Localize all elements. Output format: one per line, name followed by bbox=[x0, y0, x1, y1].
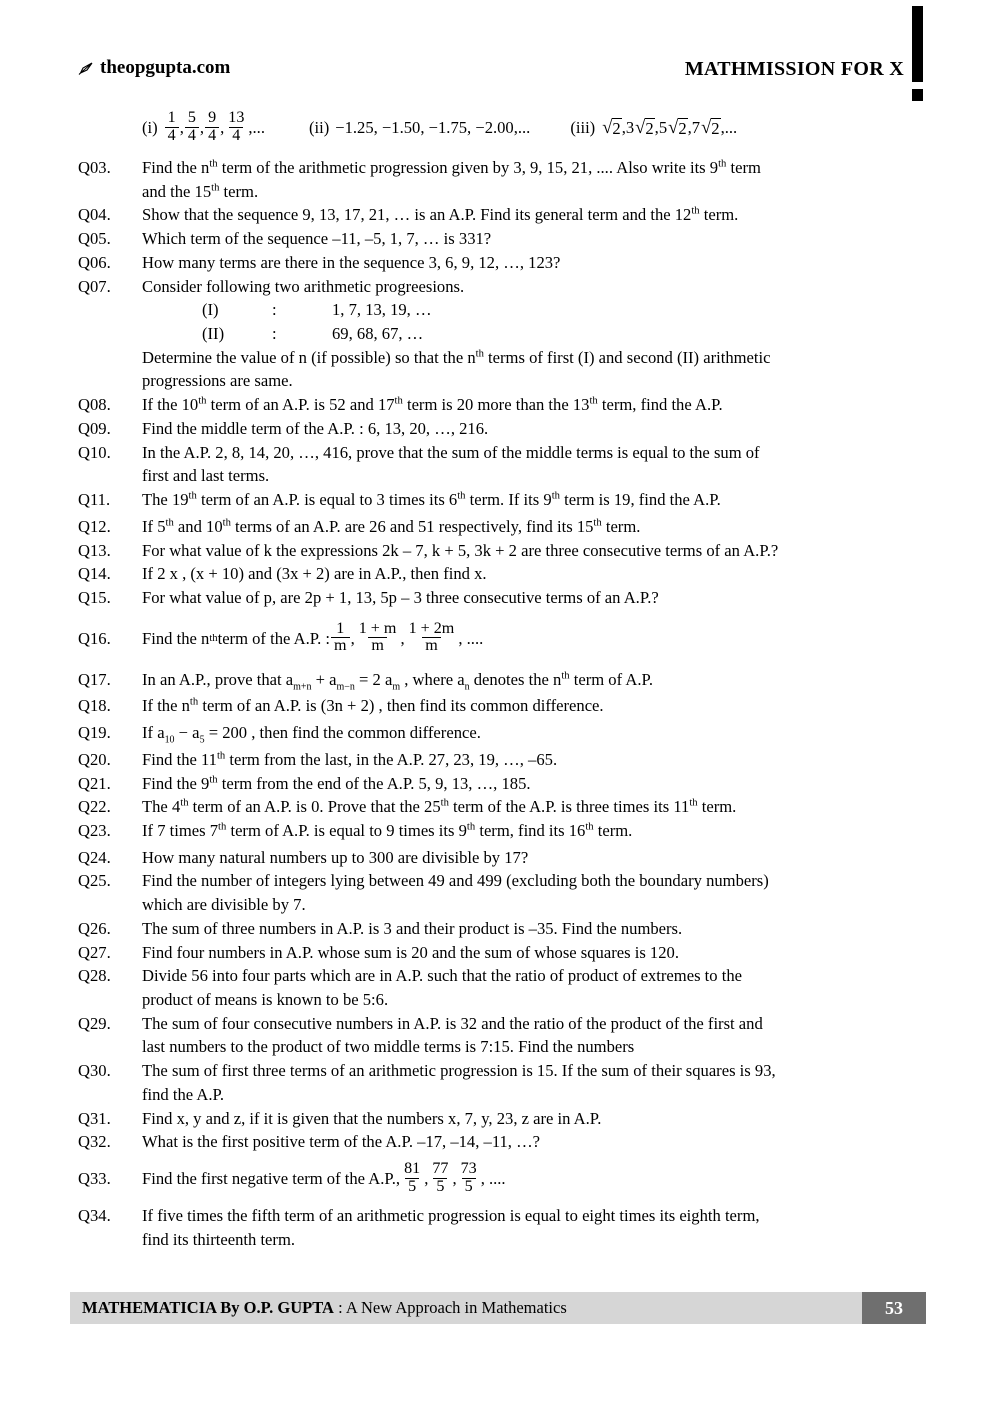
question-text: If $a_{10} - a_5 = 200$ , then find the common difference. bbox=[142, 723, 481, 746]
question-text: Find four numbers in A.P. whose sum is 20 and the sum of whose squares is 120. bbox=[142, 942, 679, 962]
question-label: Q26. bbox=[78, 918, 111, 938]
sublist-value: 69, 68, 67, … bbox=[332, 324, 424, 344]
question-label: Q23. bbox=[78, 820, 111, 840]
question-row bbox=[78, 694, 924, 718]
question-row bbox=[78, 1130, 924, 1154]
question-continuation: product of means is known to be 5:6. bbox=[142, 990, 389, 1009]
question-label: Q24. bbox=[78, 847, 111, 867]
question-row bbox=[78, 1157, 924, 1201]
page-footer bbox=[70, 1292, 926, 1324]
question-row bbox=[78, 227, 924, 251]
sublist-item bbox=[142, 298, 924, 322]
question-row bbox=[78, 668, 924, 692]
question-text: Find the n th term of the A.P. : $\frac{1}{m}$ , $\frac{1 + m}{m}$ , $\frac{1 + 2m}{m}$ , .... bbox=[142, 619, 484, 655]
question-row bbox=[78, 275, 924, 299]
page-number-badge: 53 bbox=[862, 1292, 926, 1324]
question-text: How many terms are there in the sequence 3, 6, 9, 12, …, 123? bbox=[142, 252, 561, 272]
question-row bbox=[78, 721, 924, 745]
question-text: If the 10th term of an A.P. is 52 and 17th term is 20 more than the 13th term, find the A.P. bbox=[142, 395, 723, 415]
page-header bbox=[78, 57, 918, 91]
fraction: $\frac{77}{5}$ bbox=[432, 1159, 449, 1195]
question-label: Q05. bbox=[78, 229, 111, 249]
examples-row bbox=[78, 106, 924, 150]
question-row bbox=[78, 562, 924, 586]
question-label: Q32. bbox=[78, 1132, 111, 1152]
sublist-roman: (II) bbox=[202, 324, 225, 344]
question-text: If 2 x , (x + 10) and (3x + 2) are in A.P., then find x. bbox=[142, 564, 487, 584]
question-continuation: find its thirteenth term. bbox=[142, 1229, 295, 1249]
example-ii-text: −1.25, −1.50, −1.75, −2.00,... bbox=[335, 118, 531, 137]
footer-title-bold: MATHEMATICIA By O.P. GUPTA bbox=[82, 1298, 334, 1317]
question-continuation: progressions are same. bbox=[142, 371, 293, 391]
question-label: Q30. bbox=[78, 1061, 111, 1081]
example-iii-tail: ,... bbox=[720, 118, 738, 137]
question-text: Divide 56 into four parts which are in A.P. such that the ratio of product of extremes to the bbox=[142, 966, 742, 986]
questions-body bbox=[78, 106, 924, 1251]
question-text: If five times the fifth term of an arithmetic progression is equal to eight times its eighth term, bbox=[142, 1206, 760, 1226]
question-label: Q13. bbox=[78, 540, 111, 560]
question-label: Q34. bbox=[78, 1206, 111, 1226]
example-ii bbox=[309, 118, 530, 138]
question-label: Q12. bbox=[78, 516, 111, 536]
sublist-value: 1, 7, 13, 19, … bbox=[332, 300, 432, 320]
question-continuation: Determine the value of n (if possible) so that the $n^{th}$ terms of first (I) and second (II) arithmetic bbox=[142, 347, 771, 367]
exclamation-bar-mark bbox=[912, 6, 923, 82]
question-label: Q28. bbox=[78, 966, 111, 986]
fraction: $\frac{1 + 2m}{m}$ bbox=[408, 619, 455, 655]
question-row bbox=[78, 1107, 924, 1131]
question-continuation: find the A.P. bbox=[142, 1084, 225, 1104]
question-text: Find the 11th term from the last, in the A.P. 27, 23, 19, …, –65. bbox=[142, 749, 558, 769]
question-text: The 19th term of an A.P. is equal to 3 times its 6th term. If its 9th term is 19, find the A.P. bbox=[142, 490, 721, 510]
example-i-tail: ,... bbox=[248, 118, 265, 137]
question-label: Q25. bbox=[78, 871, 111, 891]
question-row bbox=[78, 869, 924, 893]
question-label: Q20. bbox=[78, 749, 111, 769]
question-text: If 7 times 7th term of A.P. is equal to 9 times its 9th term, find its 16th term. bbox=[142, 820, 633, 840]
question-row bbox=[78, 795, 924, 819]
question-row bbox=[78, 488, 924, 512]
question-label: Q27. bbox=[78, 942, 111, 962]
question-text: If the $n^{th}$ term of an A.P. is (3n + 2) , then find its common difference. bbox=[142, 696, 604, 716]
fraction: $\frac{13}{4}$ bbox=[228, 108, 245, 144]
fraction: $\frac{1}{4}$ bbox=[165, 110, 179, 144]
fraction: $\frac{1}{m}$ bbox=[331, 621, 350, 655]
question-row bbox=[78, 251, 924, 275]
question-text: The sum of four consecutive numbers in A.P. is 32 and the ratio of the product of the first and bbox=[142, 1013, 763, 1033]
pen-nib-icon bbox=[78, 62, 93, 75]
question-continuation: and the 15th term. bbox=[142, 181, 259, 201]
question-row bbox=[78, 1059, 924, 1083]
fraction: $\frac{73}{5}$ bbox=[460, 1159, 477, 1195]
question-text: In the A.P. 2, 8, 14, 20, …, 416, prove that the sum of the middle terms is equal to the sum of bbox=[142, 442, 760, 462]
fraction: $\frac{81}{5}$ bbox=[404, 1159, 421, 1195]
question-label: Q22. bbox=[78, 797, 111, 817]
question-row bbox=[78, 1204, 924, 1228]
site-name: theopgupta.com bbox=[100, 57, 231, 78]
question-text: For what value of p, are 2p + 1, 13, 5p – 3 three consecutive terms of an A.P.? bbox=[142, 587, 659, 607]
question-text: The 4th term of an A.P. is 0. Prove that the 25th term of the A.P. is three times its 11th term. bbox=[142, 797, 737, 817]
sublist-colon: : bbox=[272, 324, 277, 344]
question-continuation: which are divisible by 7. bbox=[142, 895, 306, 915]
question-label: Q11. bbox=[78, 490, 111, 510]
question-row bbox=[78, 917, 924, 941]
question-text: The sum of three numbers in A.P. is 3 and their product is –35. Find the numbers. bbox=[142, 918, 683, 938]
question-label: Q09. bbox=[78, 418, 111, 438]
question-label: Q29. bbox=[78, 1013, 111, 1033]
question-label: Q04. bbox=[78, 205, 111, 225]
question-text: For what value of k the expressions 2k – 7, k + 5, 3k + 2 are three consecutive terms of an A.P.? bbox=[142, 540, 779, 560]
question-text: Find the middle term of the A.P. : 6, 13, 20, …, 216. bbox=[142, 418, 489, 438]
question-text: In an A.P., prove that $a_{m+n} + a_{m-n} = 2$ $a_m$ , where $a_n$ denotes the $n^{th}$ term of A.P. bbox=[142, 669, 654, 692]
question-text: Find x, y and z, if it is given that the numbers x, 7, y, 23, z are in A.P. bbox=[142, 1108, 602, 1128]
exclamation-dot-mark bbox=[912, 89, 923, 101]
question-label: Q19. bbox=[78, 723, 111, 743]
fraction: $\frac{9}{4}$ bbox=[205, 110, 219, 144]
example-iii-label: (iii) bbox=[570, 118, 596, 137]
header-brand bbox=[78, 57, 230, 79]
question-continuation: last numbers to the product of two middle terms is 7:15. Find the numbers bbox=[142, 1037, 635, 1057]
question-text: Consider following two arithmetic progreesions. bbox=[142, 276, 465, 296]
fraction: $\frac{1 + m}{m}$ bbox=[358, 619, 397, 655]
question-row bbox=[78, 441, 924, 465]
question-row bbox=[78, 417, 924, 441]
question-label: Q17. bbox=[78, 669, 111, 689]
question-label: Q31. bbox=[78, 1108, 111, 1128]
footer-title-rest: : A New Approach in Mathematics bbox=[333, 1298, 567, 1317]
sublist-colon: : bbox=[272, 300, 277, 320]
question-row bbox=[78, 393, 924, 417]
question-text: How many natural numbers up to 300 are divisible by 17? bbox=[142, 847, 529, 867]
question-label: Q21. bbox=[78, 773, 111, 793]
question-row bbox=[78, 772, 924, 796]
question-row bbox=[78, 539, 924, 563]
question-label: Q15. bbox=[78, 587, 111, 607]
question-text: Which term of the sequence –11, –5, 1, 7, … is 331? bbox=[142, 229, 492, 249]
question-row bbox=[78, 846, 924, 870]
question-text: Find the number of integers lying between 49 and 499 (excluding both the boundary numbers) bbox=[142, 871, 769, 891]
sublist-roman: (I) bbox=[202, 300, 219, 320]
footer-text bbox=[70, 1298, 567, 1318]
example-ii-label: (ii) bbox=[308, 118, 330, 137]
question-label: Q07. bbox=[78, 276, 111, 296]
question-text: If 5th and 10th terms of an A.P. are 26 and 51 respectively, find its 15th term. bbox=[142, 516, 641, 536]
question-text: Find the $n^{th}$ term of the arithmetic progression given by 3, 9, 15, 21, .... Also write its 9th term bbox=[142, 158, 761, 177]
question-row bbox=[78, 617, 924, 661]
question-label: Q06. bbox=[78, 252, 111, 272]
question-label: Q16. bbox=[78, 628, 111, 648]
sublist-item bbox=[142, 322, 924, 346]
question-label: Q18. bbox=[78, 696, 111, 716]
question-text: The sum of first three terms of an arithmetic progression is 15. If the sum of their squares is 93, bbox=[142, 1061, 776, 1081]
question-label: Q03. bbox=[78, 158, 111, 177]
question-row bbox=[78, 1012, 924, 1036]
example-i: (i) $\frac{1}{4}$ , $\frac{5}{4}$ , $\frac{9}{4}$ , $\frac{13}{4}$ ,... bbox=[142, 108, 265, 144]
question-continuation: first and last terms. bbox=[142, 466, 270, 486]
example-iii bbox=[570, 117, 737, 139]
question-label: Q10. bbox=[78, 442, 111, 462]
question-label: Q08. bbox=[78, 395, 111, 415]
question-row bbox=[78, 941, 924, 965]
question-text: What is the first positive term of the A.P. –17, –14, –11, …? bbox=[142, 1132, 541, 1152]
example-iii-terms: √2,3√2,5√2,7√2 bbox=[602, 117, 720, 138]
question-row bbox=[78, 515, 924, 539]
fraction: $\frac{5}{4}$ bbox=[185, 110, 199, 144]
header-title: MATHMISSION FOR X bbox=[684, 58, 904, 80]
question-sublist bbox=[78, 298, 924, 345]
question-row bbox=[78, 819, 924, 843]
question-row bbox=[78, 748, 924, 772]
question-text: Find the 9th term from the end of the A.P. 5, 9, 13, …, 185. bbox=[142, 773, 531, 793]
question-label: Q33. bbox=[78, 1169, 111, 1189]
question-text: Show that the sequence 9, 13, 17, 21, … is an A.P. Find its general term and the 12th term. bbox=[142, 205, 739, 225]
question-label: Q14. bbox=[78, 564, 111, 584]
question-row bbox=[78, 586, 924, 610]
example-i-label: (i) bbox=[142, 118, 158, 137]
question-row bbox=[78, 203, 924, 227]
question-row bbox=[78, 964, 924, 988]
question-row bbox=[78, 156, 924, 180]
question-text: Find the first negative term of the A.P., $\frac{81}{5}$ , $\frac{77}{5}$ , $\frac{73}{5}$ , .... bbox=[142, 1159, 506, 1195]
